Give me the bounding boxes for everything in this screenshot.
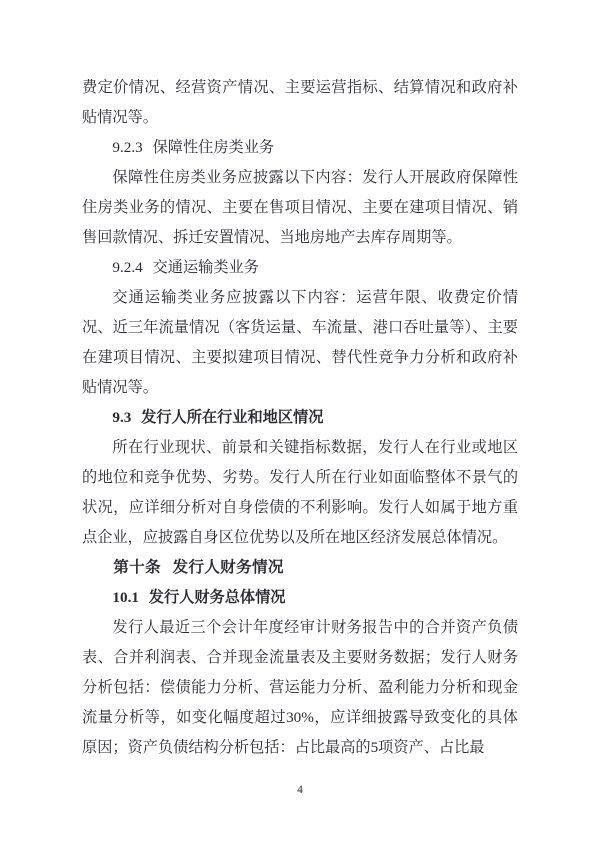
paragraph-fee-pricing-continuation: 费定价情况、经营资产情况、主要运营指标、结算情况和政府补贴情况等。 <box>82 79 518 126</box>
page-number: 4 <box>297 784 303 796</box>
section-heading-10-1: 10.1 发行人财务总体情况 <box>112 589 286 606</box>
paragraph-affordable-housing: 保障性住房类业务应披露以下内容：发行人开展政府保障性住房类业务的情况、主要在售项目情况、主要在建项目情况、销售回款情况、拆迁安置情况、当地房地产去库存周期等。 <box>82 169 518 246</box>
paragraph-industry-region: 所在行业现状、前景和关键指标数据，发行人在行业或地区的地位和竞争优势、劣势。发行人所在行业如面临整体不景气的状况，应详细分析对自身偿债的不利影响。发行人如属于地方重点企业，应披露自身区位优势以及所在地区经济发展总体情况。 <box>82 439 518 546</box>
document-body <box>82 73 518 763</box>
paragraph-transportation: 交通运输类业务应披露以下内容：运营年限、收费定价情况、近三年流量情况（客货运量、车流量、港口吞吐量等）、主要在建项目情况、主要拟建项目情况、替代性竞争力分析和政府补贴情况等。 <box>82 289 518 396</box>
section-heading-9-3: 9.3 发行人所在行业和地区情况 <box>112 409 324 426</box>
section-heading-9-2-3: 9.2.3 保障性住房类业务 <box>112 139 275 156</box>
section-heading-9-2-4: 9.2.4 交通运输类业务 <box>112 259 259 276</box>
chapter-heading-article-10: 第十条 发行人财务情况 <box>113 559 284 576</box>
paragraph-financial-overview: 发行人最近三个会计年度经审计财务报告中的合并资产负债表、合并利润表、合并现金流量表及主要财务数据；发行人财务分析包括：偿债能力分析、营运能力分析、盈利能力分析和现金流量分析等，如变化幅度超过30%，应详细披露导致变化的具体原因；资产负债结构分析包括：占比最高的5项资产、占比最 <box>82 619 518 756</box>
